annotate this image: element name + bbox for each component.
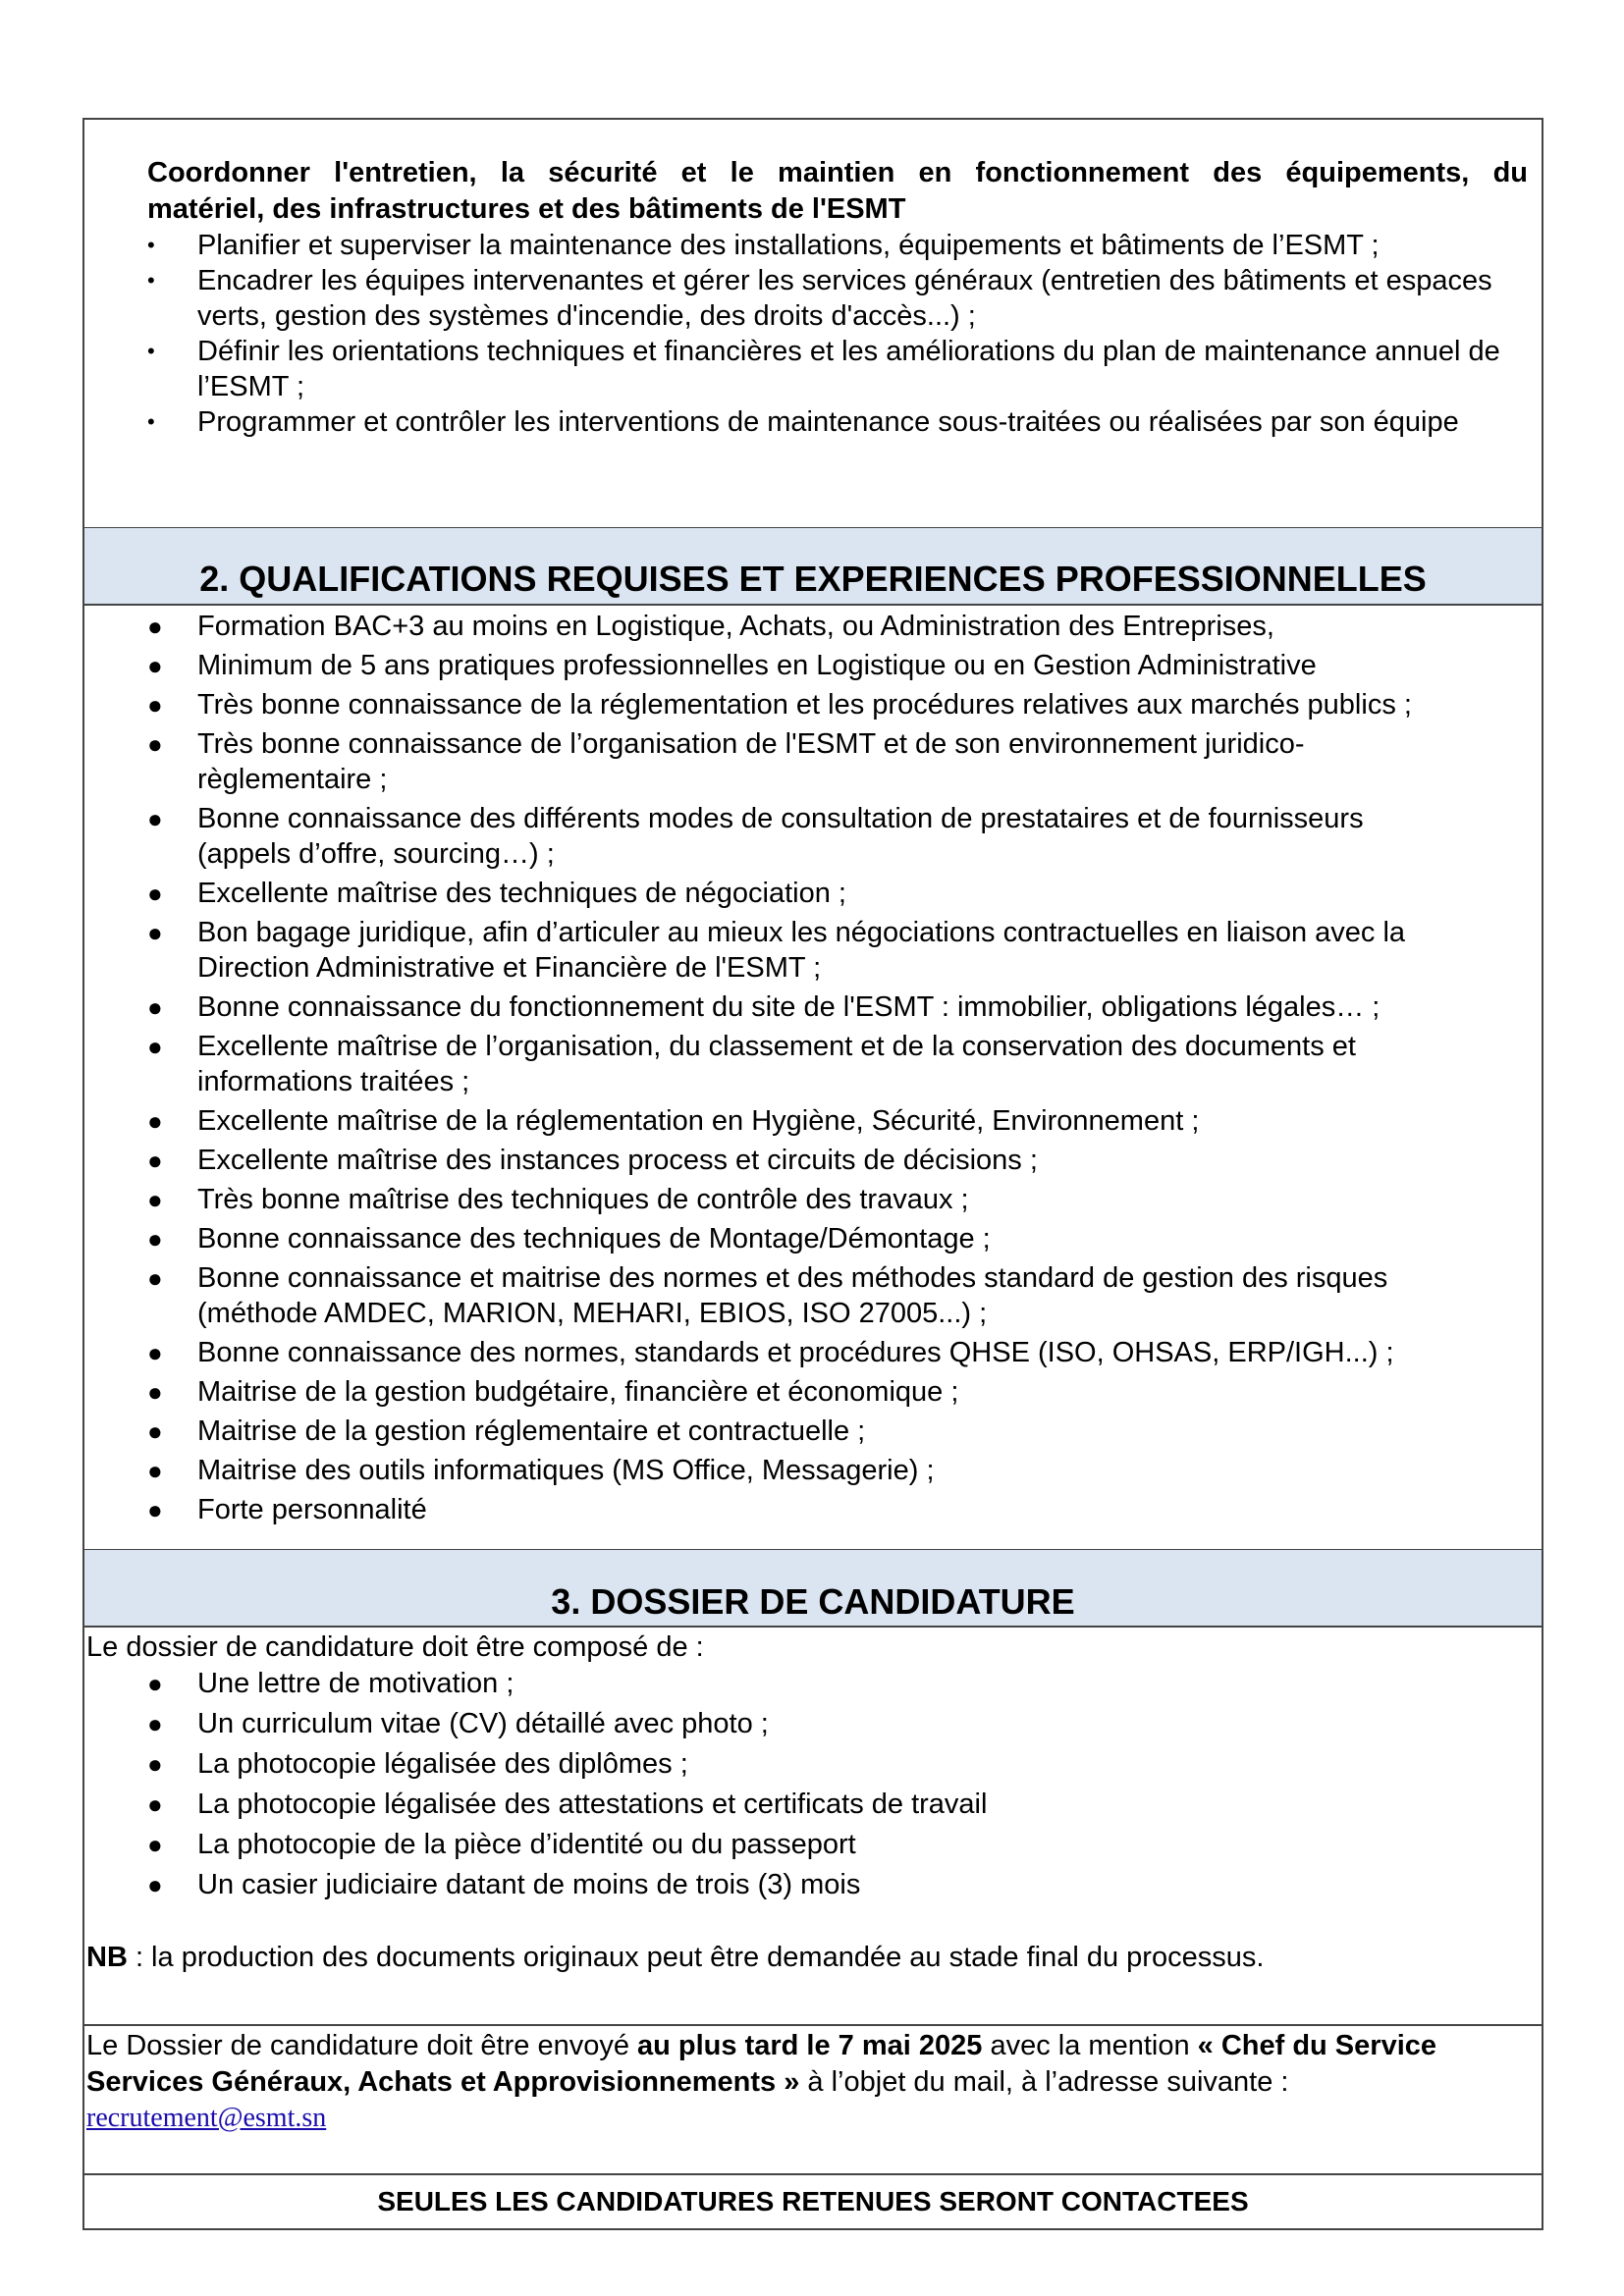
notice-text: SEULES LES CANDIDATURES RETENUES SERONT CONTACTEES — [377, 2186, 1249, 2216]
responsibilities-list — [84, 228, 1542, 440]
list-item-text: Bon bagage juridique, afin d’articuler au mieux les négociations contractuelles en liaison avec la Direction Administrative et Financière de l'ESMT ; — [197, 917, 1406, 984]
list-item — [84, 1666, 1542, 1701]
list-item-text: Très bonne connaissance de l’organisation de l'ESMT et de son environnement juridico-règlementaire ; — [197, 728, 1305, 795]
list-item-text: Définir les orientations techniques et financières et les améliorations du plan de maintenance annuel de l’ESMT ; — [197, 336, 1500, 402]
list-item — [84, 263, 1528, 334]
list-item-text: Un casier judiciaire datant de moins de trois (3) mois — [197, 1869, 861, 1900]
deadline: au plus tard le 7 mai 2025 — [637, 2030, 983, 2061]
submission-instructions — [84, 2028, 1542, 2140]
list-item-text: Bonne connaissance du fonctionnement du site de l'ESMT : immobilier, obligations légales… ; — [197, 991, 1380, 1023]
divider — [84, 2173, 1542, 2175]
bullet-icon: ● — [147, 1789, 163, 1819]
bullet-icon: ● — [147, 690, 163, 720]
list-item-text: Excellente maîtrise de la réglementation en Hygiène, Sécurité, Environnement ; — [197, 1105, 1200, 1137]
list-item — [84, 1706, 1542, 1741]
list-item — [84, 404, 1528, 440]
bullet-icon: ● — [147, 1338, 163, 1367]
list-item-text: Bonne connaissance des normes, standards et procédures QHSE (ISO, OHSAS, ERP/IGH...) ; — [197, 1337, 1394, 1368]
list-item — [84, 334, 1528, 404]
bullet-icon: ● — [147, 1416, 163, 1446]
bullet-icon: ● — [147, 1495, 163, 1524]
submission-text-part: à l’objet du mail, à l’adresse suivante : — [799, 2066, 1289, 2098]
divider — [84, 604, 1542, 606]
qualifications-list — [84, 609, 1542, 1527]
list-item-text: Planifier et superviser la maintenance des installations, équipements et bâtiments de l’ESMT ; — [197, 230, 1380, 261]
bullet-icon: ● — [147, 1377, 163, 1407]
bullet-icon: ● — [147, 612, 163, 641]
list-item — [84, 1867, 1542, 1902]
document-frame — [82, 118, 1543, 2230]
list-item-text: Bonne connaissance des différents modes de consultation de prestataires et de fournisseurs (appels d’offre, sourcing…) ; — [197, 803, 1364, 870]
bullet-icon: ● — [147, 879, 163, 908]
list-item-text: Forte personnalité — [197, 1494, 427, 1525]
list-item-text: Formation BAC+3 au moins en Logistique, Achats, ou Administration des Entreprises, — [197, 611, 1274, 642]
list-item-text: Minimum de 5 ans pratiques professionnelles en Logistique ou en Gestion Administrative — [197, 650, 1317, 681]
bullet-icon: ● — [147, 729, 163, 759]
section-application-file — [84, 1629, 1542, 1976]
nb-label: NB — [86, 1942, 128, 1973]
list-item — [84, 989, 1502, 1025]
bullet-icon: ● — [147, 804, 163, 833]
bullet-icon: ● — [147, 1263, 163, 1293]
bullet-icon: ● — [147, 918, 163, 947]
submission-text — [86, 2028, 1512, 2101]
nb-note — [84, 1940, 1542, 1976]
section-responsibilities — [84, 155, 1542, 440]
list-item-text: La photocopie légalisée des diplômes ; — [197, 1748, 688, 1780]
bullet-icon: ● — [147, 1185, 163, 1214]
section-title: 3. DOSSIER DE CANDIDATURE — [551, 1581, 1075, 1622]
list-item-text: Bonne connaissance et maitrise des normes et des méthodes standard de gestion des risques (méthode AMDEC, MARION, MEHARI, EBIOS, ISO 27005...) ; — [197, 1262, 1388, 1329]
bullet-icon: ● — [147, 1456, 163, 1485]
list-item — [84, 687, 1502, 722]
list-item — [84, 1827, 1542, 1862]
list-item-text: Maitrise de la gestion budgétaire, financière et économique ; — [197, 1376, 959, 1408]
list-item — [84, 915, 1502, 986]
list-item-text: Encadrer les équipes intervenantes et gérer les services généraux (entretien des bâtiments et espaces verts, gestion des systèmes d'incendie, des droits d'accès...) ; — [197, 265, 1492, 332]
list-item — [84, 1787, 1542, 1822]
list-item — [84, 1182, 1502, 1217]
bullet-icon: ● — [147, 1146, 163, 1175]
list-item-text: La photocopie légalisée des attestations et certificats de travail — [197, 1789, 988, 1820]
list-item — [84, 1103, 1502, 1139]
email-link[interactable]: recrutement@esmt.sn — [86, 2103, 327, 2133]
section-title: 2. QUALIFICATIONS REQUISES ET EXPERIENCES PROFESSIONNELLES — [199, 559, 1427, 599]
list-item-text: Excellente maîtrise des techniques de négociation ; — [197, 878, 846, 909]
nb-text: : la production des documents originaux peut être demandée au stade final du processus. — [127, 1942, 1265, 1973]
bullet-icon: • — [147, 339, 155, 363]
bullet-icon: ● — [147, 1669, 163, 1698]
section-qualifications — [84, 609, 1542, 1531]
bullet-icon: ● — [147, 1830, 163, 1859]
divider — [84, 2024, 1542, 2026]
list-item — [84, 228, 1528, 263]
list-item-text: Bonne connaissance des techniques de Montage/Démontage ; — [197, 1223, 991, 1255]
list-item — [84, 648, 1502, 683]
list-item — [84, 1374, 1502, 1410]
mail-subject-mention: « Chef du Service Services Généraux, Achats et Approvisionnements » — [86, 2030, 1437, 2098]
bullet-icon: • — [147, 233, 155, 257]
list-item — [84, 1492, 1502, 1527]
submission-text-part: Le Dossier de candidature doit être envoyé — [86, 2030, 638, 2061]
list-item — [84, 726, 1502, 797]
bullet-icon: ● — [147, 1032, 163, 1061]
section-heading: Coordonner l'entretien, la sécurité et le maintien en fonctionnement des équipements, du — [147, 157, 1528, 188]
list-item — [84, 1335, 1502, 1370]
section-heading-continued: matériel, des infrastructures et des bâtiments de l'ESMT — [147, 193, 906, 225]
submission-text-part: avec la mention — [982, 2030, 1198, 2061]
bullet-icon: • — [147, 268, 155, 293]
list-item-text: Excellente maîtrise de l’organisation, du classement et de la conservation des documents et informations traitées ; — [197, 1031, 1356, 1097]
list-item — [84, 1414, 1502, 1449]
list-item — [84, 609, 1502, 644]
list-item-text: Programmer et contrôler les interventions de maintenance sous-traitées ou réalisées par son équipe — [197, 406, 1459, 438]
list-item — [84, 1029, 1502, 1099]
list-item — [84, 876, 1502, 911]
list-item — [84, 1221, 1502, 1256]
list-item — [84, 1746, 1542, 1782]
list-item-text: Très bonne maîtrise des techniques de contrôle des travaux ; — [197, 1184, 969, 1215]
divider — [84, 1626, 1542, 1628]
bullet-icon: ● — [147, 1224, 163, 1254]
bullet-icon: • — [147, 409, 155, 434]
list-item — [84, 1453, 1502, 1488]
bullet-icon: ● — [147, 1709, 163, 1738]
list-item-text: Maitrise des outils informatiques (MS Office, Messagerie) ; — [197, 1455, 935, 1486]
list-item — [84, 801, 1502, 872]
documents-list — [84, 1666, 1542, 1902]
list-item-text: Un curriculum vitae (CV) détaillé avec photo ; — [197, 1708, 769, 1739]
list-item-text: Une lettre de motivation ; — [197, 1668, 514, 1699]
list-item-text: Excellente maîtrise des instances process et circuits de décisions ; — [197, 1145, 1038, 1176]
bullet-icon: ● — [147, 651, 163, 680]
intro-text: Le dossier de candidature doit être composé de : — [86, 1631, 704, 1663]
list-item — [84, 1143, 1502, 1178]
bullet-icon: ● — [147, 1870, 163, 1899]
list-item-text: La photocopie de la pièce d’identité ou du passeport — [197, 1829, 856, 1860]
bullet-icon: ● — [147, 992, 163, 1022]
bullet-icon: ● — [147, 1749, 163, 1779]
list-item — [84, 1260, 1502, 1331]
list-item-text: Très bonne connaissance de la réglementation et les procédures relatives aux marchés publics ; — [197, 689, 1412, 721]
list-item-text: Maitrise de la gestion réglementaire et contractuelle ; — [197, 1415, 866, 1447]
bullet-icon: ● — [147, 1106, 163, 1136]
footer-notice — [84, 2183, 1542, 2219]
